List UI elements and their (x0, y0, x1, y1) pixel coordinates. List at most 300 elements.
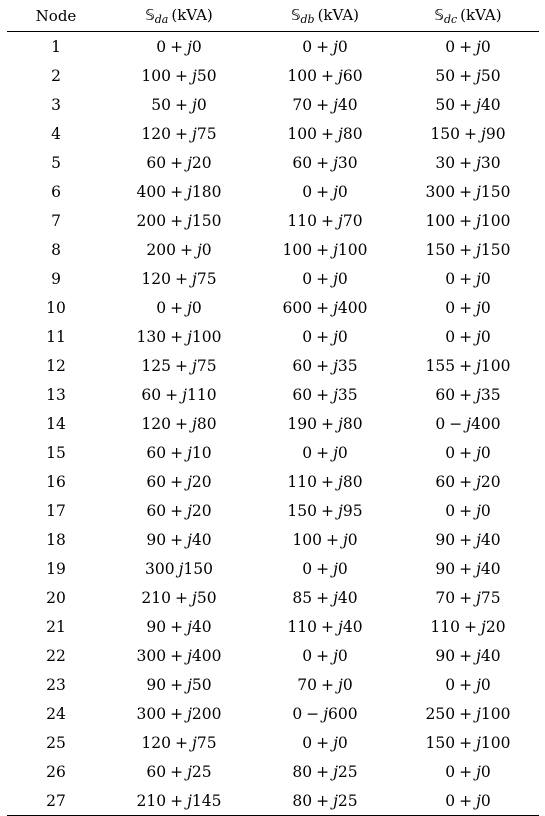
cell-operator: + (175, 124, 189, 143)
imaginary-unit-symbol: j (333, 733, 338, 752)
cell-operator: + (459, 762, 473, 781)
cell-real-part: 50 (435, 95, 456, 114)
cell-real-part: 600 (282, 298, 313, 317)
cell-phase-a (105, 728, 253, 757)
cell-phase-b (253, 554, 397, 583)
cell-imaginary-part: 0 (191, 298, 202, 317)
cell-phase-b (253, 583, 397, 612)
header-phase-a-symbol: 𝕊 (145, 5, 155, 24)
cell-imaginary-part: 75 (196, 269, 217, 288)
cell-phase-c (397, 641, 539, 670)
cell-real-part: 60 (292, 153, 313, 172)
cell-real-part: 0 (302, 269, 313, 288)
imaginary-unit-symbol: j (338, 501, 343, 520)
cell-imaginary-part: 20 (485, 617, 506, 636)
cell-operator: + (459, 356, 473, 375)
cell-phase-b (253, 699, 397, 728)
cell-imaginary-part: 80 (196, 414, 217, 433)
cell-real-part: 110 (287, 617, 318, 636)
cell-imaginary-part: 30 (480, 153, 501, 172)
imaginary-unit-symbol: j (192, 124, 197, 143)
cell-phase-b (253, 786, 397, 816)
imaginary-unit-symbol: j (187, 298, 192, 317)
cell-real-part: 60 (292, 385, 313, 404)
cell-operator: + (316, 153, 330, 172)
cell-real-part: 60 (141, 385, 162, 404)
cell-phase-c (397, 583, 539, 612)
cell-operator: + (316, 762, 330, 781)
cell-phase-b (253, 293, 397, 322)
imaginary-unit-symbol: j (476, 37, 481, 56)
cell-imaginary-part: 100 (480, 211, 511, 230)
cell-operator: + (170, 472, 184, 491)
cell-phase-a (105, 61, 253, 90)
cell-imaginary-part: 0 (337, 733, 348, 752)
header-phase-c-subscript: dc (443, 12, 458, 26)
cell-real-part: 60 (146, 153, 167, 172)
cell-operator: + (316, 588, 330, 607)
cell-phase-c (397, 525, 539, 554)
cell-real-part: 0 (156, 298, 167, 317)
cell-operator: − (306, 704, 320, 723)
header-phase-c (397, 0, 539, 32)
cell-operator: + (170, 37, 184, 56)
cell-real-part: 0 (302, 443, 313, 462)
cell-phase-a (105, 786, 253, 816)
table-row (7, 235, 539, 264)
cell-real-part: 90 (146, 530, 167, 549)
cell-real-part: 90 (435, 559, 456, 578)
cell-operator: + (459, 472, 473, 491)
cell-node: 25 (46, 733, 66, 752)
cell-imaginary-part: 0 (191, 37, 202, 56)
cell-imaginary-part: 100 (191, 327, 222, 346)
cell-imaginary-part: 0 (201, 240, 212, 259)
cell-operator: + (459, 240, 473, 259)
imaginary-unit-symbol: j (323, 704, 329, 723)
cell-real-part: 110 (287, 211, 318, 230)
cell-imaginary-part: 400 (191, 646, 222, 665)
cell-phase-c (397, 177, 539, 206)
imaginary-unit-symbol: j (187, 675, 192, 694)
cell-phase-c (397, 235, 539, 264)
table-row (7, 322, 539, 351)
cell-phase-c (397, 409, 539, 438)
cell-imaginary-part: 400 (337, 298, 368, 317)
cell-real-part: 0 (445, 298, 456, 317)
imaginary-unit-symbol: j (333, 762, 338, 781)
cell-operator: − (449, 414, 463, 433)
cell-real-part: 100 (287, 124, 318, 143)
cell-imaginary-part: 40 (342, 617, 363, 636)
cell-operator: + (316, 385, 330, 404)
cell-node: 11 (46, 327, 66, 346)
table-row (7, 467, 539, 496)
imaginary-unit-symbol: j (187, 182, 192, 201)
table-row (7, 699, 539, 728)
cell-imaginary-part: 0 (480, 762, 491, 781)
imaginary-unit-symbol: j (338, 675, 343, 694)
cell-real-part: 80 (292, 791, 313, 810)
imaginary-unit-symbol: j (333, 791, 338, 810)
cell-imaginary-part: 150 (183, 559, 213, 578)
header-phase-b-subscript: db (300, 12, 315, 26)
cell-imaginary-part: 110 (186, 385, 217, 404)
cell-phase-b (253, 612, 397, 641)
cell-imaginary-part: 75 (196, 733, 217, 752)
table-row (7, 554, 539, 583)
cell-operator: + (464, 124, 478, 143)
cell-real-part: 120 (141, 269, 172, 288)
header-phase-c-symbol: 𝕊 (434, 5, 444, 24)
cell-real-part: 155 (425, 356, 456, 375)
cell-operator: + (459, 588, 473, 607)
cell-phase-a (105, 380, 253, 409)
cell-real-part: 60 (435, 385, 456, 404)
cell-imaginary-part: 180 (191, 182, 222, 201)
cell-operator: + (459, 675, 473, 694)
imaginary-unit-symbol: j (187, 37, 192, 56)
cell-phase-a (105, 206, 253, 235)
cell-phase-c (397, 786, 539, 816)
cell-real-part: 0 (445, 327, 456, 346)
cell-operator: + (321, 211, 335, 230)
imaginary-unit-symbol: j (196, 240, 202, 259)
cell-real-part: 30 (435, 153, 456, 172)
cell-phase-a (105, 119, 253, 148)
cell-operator: + (175, 66, 189, 85)
cell-phase-a (105, 177, 253, 206)
cell-phase-c (397, 728, 539, 757)
cell-phase-c (397, 757, 539, 786)
cell-real-part: 190 (287, 414, 318, 433)
cell-phase-b (253, 670, 397, 699)
cell-real-part: 150 (425, 240, 456, 259)
cell-phase-a (105, 293, 253, 322)
cell-real-part: 0 (445, 501, 456, 520)
imaginary-unit-symbol: j (476, 211, 481, 230)
cell-real-part: 70 (297, 675, 318, 694)
cell-operator: + (459, 269, 473, 288)
imaginary-unit-symbol: j (333, 269, 338, 288)
cell-operator: + (170, 327, 184, 346)
cell-real-part: 150 (425, 733, 456, 752)
cell-operator: + (316, 356, 330, 375)
cell-imaginary-part: 0 (480, 269, 491, 288)
cell-imaginary-part: 50 (480, 66, 501, 85)
imaginary-unit-symbol: j (476, 588, 481, 607)
cell-operator: + (170, 791, 184, 810)
imaginary-unit-symbol: j (333, 182, 338, 201)
imaginary-unit-symbol: j (466, 414, 472, 433)
cell-real-part: 0 (302, 182, 313, 201)
header-phase-a-subscript: da (154, 12, 169, 26)
cell-operator: + (459, 385, 473, 404)
cell-real-part: 0 (445, 791, 456, 810)
table-row (7, 728, 539, 757)
cell-imaginary-part: 40 (480, 530, 501, 549)
cell-node: 14 (46, 414, 66, 433)
cell-phase-c (397, 293, 539, 322)
imaginary-unit-symbol: j (476, 182, 481, 201)
cell-real-part: 130 (136, 327, 167, 346)
cell-phase-c (397, 61, 539, 90)
cell-real-part: 90 (435, 530, 456, 549)
cell-node: 21 (46, 617, 66, 636)
cell-imaginary-part: 0 (480, 443, 491, 462)
cell-node: 7 (51, 211, 61, 230)
cell-real-part: 300 (136, 704, 167, 723)
cell-imaginary-part: 35 (337, 356, 358, 375)
imaginary-unit-symbol: j (333, 646, 338, 665)
imaginary-unit-symbol: j (342, 530, 348, 549)
cell-node: 23 (46, 675, 66, 694)
cell-phase-c (397, 380, 539, 409)
table-row (7, 641, 539, 670)
cell-phase-a (105, 264, 253, 293)
imaginary-unit-symbol: j (333, 95, 338, 114)
cell-real-part: 210 (141, 588, 172, 607)
cell-imaginary-part: 80 (342, 472, 363, 491)
imaginary-unit-symbol: j (187, 501, 192, 520)
cell-node: 24 (46, 704, 66, 723)
imaginary-unit-symbol: j (333, 240, 338, 259)
cell-node: 19 (46, 559, 66, 578)
cell-real-part: 90 (146, 675, 167, 694)
cell-operator: + (316, 646, 330, 665)
imaginary-unit-symbol: j (182, 385, 187, 404)
cell-imaginary-part: 100 (480, 356, 511, 375)
cell-phase-c (397, 322, 539, 351)
cell-operator: + (170, 153, 184, 172)
cell-real-part: 100 (282, 240, 313, 259)
table-row (7, 206, 539, 235)
cell-imaginary-part: 90 (485, 124, 506, 143)
cell-operator: + (321, 124, 335, 143)
cell-real-part: 0 (302, 646, 313, 665)
cell-real-part: 120 (141, 414, 172, 433)
imaginary-unit-symbol: j (333, 356, 338, 375)
imaginary-unit-symbol: j (187, 646, 192, 665)
cell-node: 27 (7, 786, 105, 816)
cell-real-part: 60 (435, 472, 456, 491)
cell-real-part: 0 (156, 37, 167, 56)
cell-phase-c (397, 467, 539, 496)
cell-real-part: 0 (445, 443, 456, 462)
cell-operator: + (316, 791, 330, 810)
cell-imaginary-part: 70 (342, 211, 363, 230)
cell-phase-c (397, 670, 539, 699)
cell-real-part: 300 (136, 646, 167, 665)
cell-operator: + (170, 617, 184, 636)
cell-phase-b (253, 438, 397, 467)
cell-phase-a (105, 583, 253, 612)
cell-imaginary-part: 0 (196, 95, 207, 114)
imaginary-unit-symbol: j (476, 762, 481, 781)
cell-real-part: 120 (141, 124, 172, 143)
cell-imaginary-part: 0 (337, 182, 348, 201)
cell-operator: + (321, 472, 335, 491)
cell-real-part: 300 (145, 559, 175, 578)
imaginary-unit-symbol: j (476, 327, 481, 346)
cell-imaginary-part: 0 (480, 501, 491, 520)
cell-imaginary-part: 0 (480, 298, 491, 317)
cell-phase-a (105, 641, 253, 670)
cell-phase-b (253, 322, 397, 351)
cell-phase-b (253, 177, 397, 206)
load-table (7, 0, 539, 816)
imaginary-unit-symbol: j (476, 443, 481, 462)
cell-imaginary-part: 50 (196, 588, 217, 607)
cell-operator: + (316, 95, 330, 114)
cell-node: 9 (51, 269, 61, 288)
cell-imaginary-part: 20 (191, 472, 212, 491)
cell-real-part: 100 (141, 66, 172, 85)
imaginary-unit-symbol: j (476, 704, 481, 723)
table-row (7, 264, 539, 293)
table-body (7, 32, 539, 816)
cell-operator: + (459, 95, 473, 114)
cell-imaginary-part: 20 (191, 501, 212, 520)
cell-imaginary-part: 20 (480, 472, 501, 491)
cell-operator: + (321, 501, 335, 520)
imaginary-unit-symbol: j (481, 617, 486, 636)
cell-imaginary-part: 0 (337, 443, 348, 462)
cell-operator: + (316, 733, 330, 752)
imaginary-unit-symbol: j (476, 240, 481, 259)
cell-phase-a (105, 32, 253, 62)
cell-node: 2 (51, 66, 61, 85)
table-row (7, 119, 539, 148)
cell-imaginary-part: 10 (191, 443, 212, 462)
cell-operator: + (170, 675, 184, 694)
cell-phase-c (397, 90, 539, 119)
cell-phase-c (397, 554, 539, 583)
cell-imaginary-part: 0 (342, 675, 353, 694)
cell-operator: + (165, 385, 179, 404)
cell-imaginary-part: 75 (196, 356, 217, 375)
table-row (7, 786, 539, 816)
cell-operator: + (316, 559, 330, 578)
cell-phase-b (253, 525, 397, 554)
cell-phase-b (253, 235, 397, 264)
imaginary-unit-symbol: j (338, 414, 343, 433)
imaginary-unit-symbol: j (476, 95, 481, 114)
cell-operator: + (459, 443, 473, 462)
cell-node: 18 (46, 530, 66, 549)
cell-operator: + (459, 501, 473, 520)
table-row (7, 61, 539, 90)
imaginary-unit-symbol: j (192, 414, 197, 433)
imaginary-unit-symbol: j (338, 617, 343, 636)
table-row (7, 496, 539, 525)
cell-operator: + (459, 66, 473, 85)
cell-real-part: 80 (292, 762, 313, 781)
header-row (7, 0, 539, 32)
cell-phase-a (105, 757, 253, 786)
cell-phase-c (397, 119, 539, 148)
imaginary-unit-symbol: j (476, 385, 481, 404)
cell-imaginary-part: 40 (191, 530, 212, 549)
cell-imaginary-part: 150 (191, 211, 222, 230)
table-row (7, 32, 539, 62)
table-row (7, 670, 539, 699)
cell-real-part: 100 (292, 530, 322, 549)
cell-imaginary-part: 30 (337, 153, 358, 172)
cell-operator: + (459, 153, 473, 172)
cell-imaginary-part: 100 (337, 240, 368, 259)
cell-imaginary-part: 40 (480, 559, 501, 578)
cell-operator: + (464, 617, 478, 636)
cell-operator: + (170, 530, 184, 549)
cell-real-part: 90 (146, 617, 167, 636)
imaginary-unit-symbol: j (333, 327, 338, 346)
cell-imaginary-part: 200 (191, 704, 222, 723)
cell-node: 1 (51, 37, 61, 56)
cell-operator: + (170, 298, 184, 317)
table-row (7, 583, 539, 612)
cell-operator: + (316, 327, 330, 346)
cell-node: 5 (51, 153, 61, 172)
cell-operator: + (175, 588, 189, 607)
imaginary-unit-symbol: j (187, 443, 192, 462)
cell-operator: + (459, 37, 473, 56)
table-row (7, 757, 539, 786)
cell-operator: + (175, 269, 189, 288)
cell-node: 13 (46, 385, 66, 404)
load-table-container (7, 0, 539, 816)
cell-phase-a (105, 496, 253, 525)
imaginary-unit-symbol: j (476, 646, 481, 665)
cell-phase-a (105, 148, 253, 177)
header-phase-b (253, 0, 397, 32)
imaginary-unit-symbol: j (338, 472, 343, 491)
imaginary-unit-symbol: j (476, 733, 481, 752)
cell-operator: + (321, 617, 335, 636)
imaginary-unit-symbol: j (187, 704, 192, 723)
cell-imaginary-part: 75 (480, 588, 501, 607)
cell-imaginary-part: 150 (480, 182, 511, 201)
cell-node: 12 (46, 356, 66, 375)
cell-phase-b (253, 380, 397, 409)
cell-imaginary-part: 50 (191, 675, 212, 694)
header-node: Node (7, 0, 105, 32)
cell-phase-a (105, 467, 253, 496)
cell-phase-b (253, 641, 397, 670)
imaginary-unit-symbol: j (178, 559, 184, 578)
imaginary-unit-symbol: j (476, 356, 481, 375)
imaginary-unit-symbol: j (192, 269, 197, 288)
cell-imaginary-part: 80 (342, 124, 363, 143)
cell-imaginary-part: 25 (191, 762, 212, 781)
cell-real-part: 60 (146, 472, 167, 491)
cell-imaginary-part: 0 (480, 37, 491, 56)
cell-imaginary-part: 0 (480, 327, 491, 346)
cell-operator: + (459, 733, 473, 752)
table-row (7, 293, 539, 322)
cell-phase-b (253, 409, 397, 438)
cell-phase-a (105, 699, 253, 728)
cell-phase-b (253, 206, 397, 235)
cell-real-part: 100 (287, 66, 318, 85)
cell-phase-c (397, 496, 539, 525)
cell-real-part: 0 (445, 762, 456, 781)
cell-node: 16 (46, 472, 66, 491)
imaginary-unit-symbol: j (187, 472, 192, 491)
cell-real-part: 250 (425, 704, 456, 723)
cell-real-part: 210 (136, 791, 167, 810)
cell-operator: + (170, 762, 184, 781)
